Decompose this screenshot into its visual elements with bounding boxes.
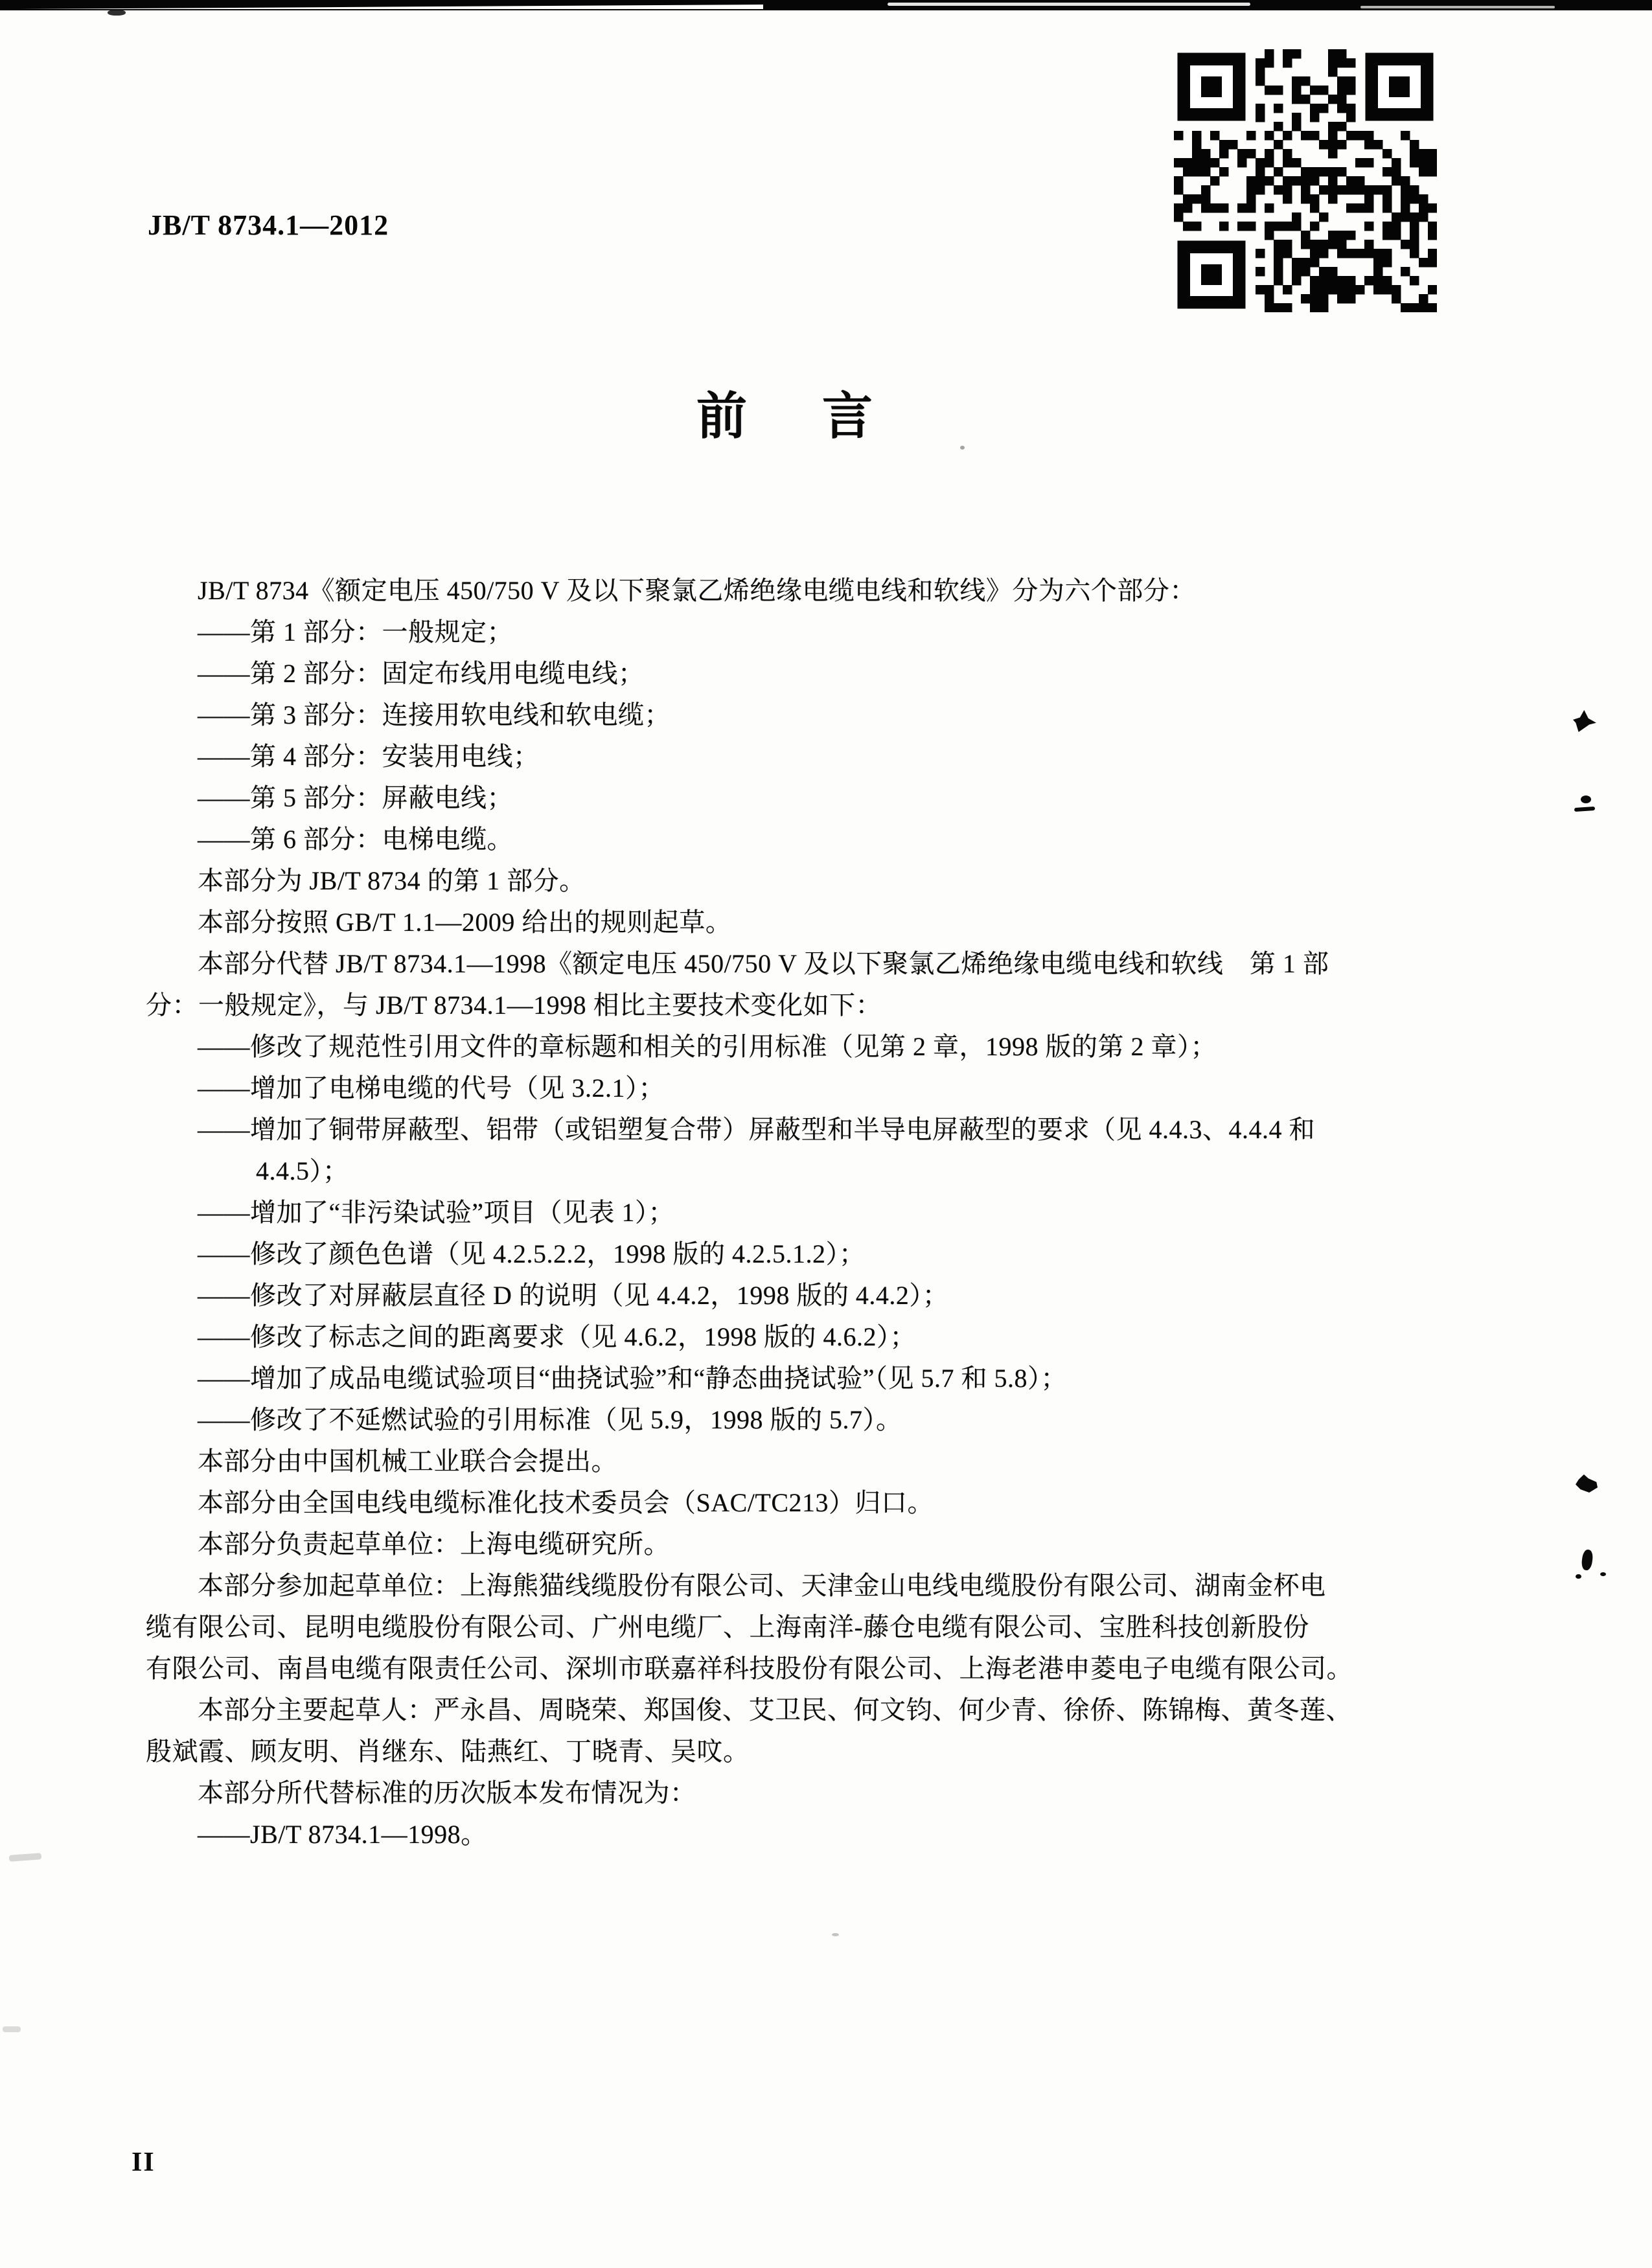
qr-code xyxy=(1174,49,1437,312)
standard-code: JB/T 8734.1—2012 xyxy=(148,209,389,241)
page-number: II xyxy=(132,2148,155,2177)
text-line: 本部分由全国电线电缆标准化技术委员会（SAC/TC213）归口。 xyxy=(198,1488,934,1517)
pencil-smear xyxy=(3,2026,21,2032)
text-line: 本部分由中国机械工业联合会提出。 xyxy=(198,1447,617,1476)
text-line: 本部分按照 GB/T 1.1—2009 给出的规则起草。 xyxy=(198,908,732,937)
text-line: ——第 4 部分：安装用电线； xyxy=(198,742,540,771)
page-title xyxy=(696,388,873,444)
text-line: 有限公司、南昌电缆有限责任公司、深圳市联嘉祥科技股份有限公司、上海老港申菱电子电缆有限公司。 xyxy=(146,1654,1353,1683)
text-line: ——第 1 部分：一般规定； xyxy=(198,617,513,647)
pencil-smear xyxy=(9,1853,42,1861)
scan-speck xyxy=(960,446,965,450)
scan-streak xyxy=(1360,6,1555,8)
text-line: ——第 2 部分：固定布线用电缆电线； xyxy=(198,659,645,688)
text-line: 本部分所代替标准的历次版本发布情况为： xyxy=(198,1778,696,1807)
text-line: ——第 5 部分：屏蔽电线； xyxy=(198,783,513,812)
scan-streak xyxy=(18,5,763,9)
text-line: 本部分参加起草单位：上海熊猫线缆股份有限公司、天津金山电线电缆股份有限公司、湖南金杯电 xyxy=(198,1571,1326,1600)
text-line: 本部分负责起草单位：上海电缆研究所。 xyxy=(198,1529,670,1559)
text-line: ——修改了对屏蔽层直径 D 的说明（见 4.4.2，1998 版的 4.4.2）； xyxy=(198,1281,949,1310)
text-line: 缆有限公司、昆明电缆股份有限公司、广州电缆厂、上海南洋-藤仓电缆有限公司、宝胜科技创新股份 xyxy=(146,1612,1309,1642)
ink-smudge xyxy=(1576,1474,1598,1493)
scan-speck xyxy=(832,1933,839,1936)
scan-streak xyxy=(888,3,1250,6)
text-line: ——修改了颜色色谱（见 4.2.5.2.2，1998 版的 4.2.5.1.2）； xyxy=(198,1239,866,1268)
text-line: 本部分代替 JB/T 8734.1—1998《额定电压 450/750 V 及以下聚氯乙烯绝缘电缆电线和软线 第 1 部 xyxy=(198,949,1329,978)
ink-smudge xyxy=(1574,807,1595,812)
text-line: ——第 3 部分：连接用软电线和软电缆； xyxy=(198,700,671,729)
text-line: ——修改了标志之间的距离要求（见 4.6.2，1998 版的 4.6.2）； xyxy=(198,1322,916,1351)
ink-smudge xyxy=(1581,796,1591,803)
ink-smudge xyxy=(1600,1572,1606,1576)
title-char-right: 言 xyxy=(822,388,873,444)
ink-smudge xyxy=(1581,1549,1594,1571)
text-line: 殷斌霞、顾友明、肖继东、陆燕红、丁晓青、吴呅。 xyxy=(146,1737,750,1766)
text-line: 本部分为 JB/T 8734 的第 1 部分。 xyxy=(198,866,586,895)
ink-smudge xyxy=(1573,710,1596,732)
foreword-body xyxy=(146,570,1445,1855)
title-char-left: 前 xyxy=(696,388,748,444)
text-line: ——第 6 部分：电梯电缆。 xyxy=(198,825,513,854)
text-line: 4.4.5）； xyxy=(256,1156,349,1186)
text-line: ——增加了成品电缆试验项目“曲挠试验”和“静态曲挠试验”（见 5.7 和 5.8）； xyxy=(198,1364,1068,1393)
text-line: ——增加了铜带屏蔽型、铝带（或铝塑复合带）屏蔽型和半导电屏蔽型的要求（见 4.4.3、4.4.4 和 xyxy=(198,1115,1315,1144)
scan-speck xyxy=(108,10,126,16)
text-line: ——修改了规范性引用文件的章标题和相关的引用标准（见第 2 章，1998 版的第 2 章）； xyxy=(198,1032,1217,1061)
text-line: 本部分主要起草人：严永昌、周晓荣、郑国俊、艾卫民、何文钧、何少青、徐侨、陈锦梅、黄冬莲、 xyxy=(198,1695,1352,1724)
scan-edge-bar xyxy=(0,0,1652,10)
qr-code-image xyxy=(1174,49,1437,312)
text-line: 分：一般规定》，与 JB/T 8734.1—1998 相比主要技术变化如下： xyxy=(146,991,882,1020)
text-line: ——增加了“非污染试验”项目（见表 1）； xyxy=(198,1198,675,1227)
text-line: ——JB/T 8734.1—1998。 xyxy=(198,1820,487,1849)
text-line: ——增加了电梯电缆的代号（见 3.2.1）； xyxy=(198,1073,665,1103)
text-line: JB/T 8734《额定电压 450/750 V 及以下聚氯乙烯绝缘电缆电线和软线》分为六个部分： xyxy=(198,576,1196,605)
text-line: ——修改了不延燃试验的引用标准（见 5.9，1998 版的 5.7）。 xyxy=(198,1405,902,1434)
ink-smudge xyxy=(1576,1574,1581,1579)
